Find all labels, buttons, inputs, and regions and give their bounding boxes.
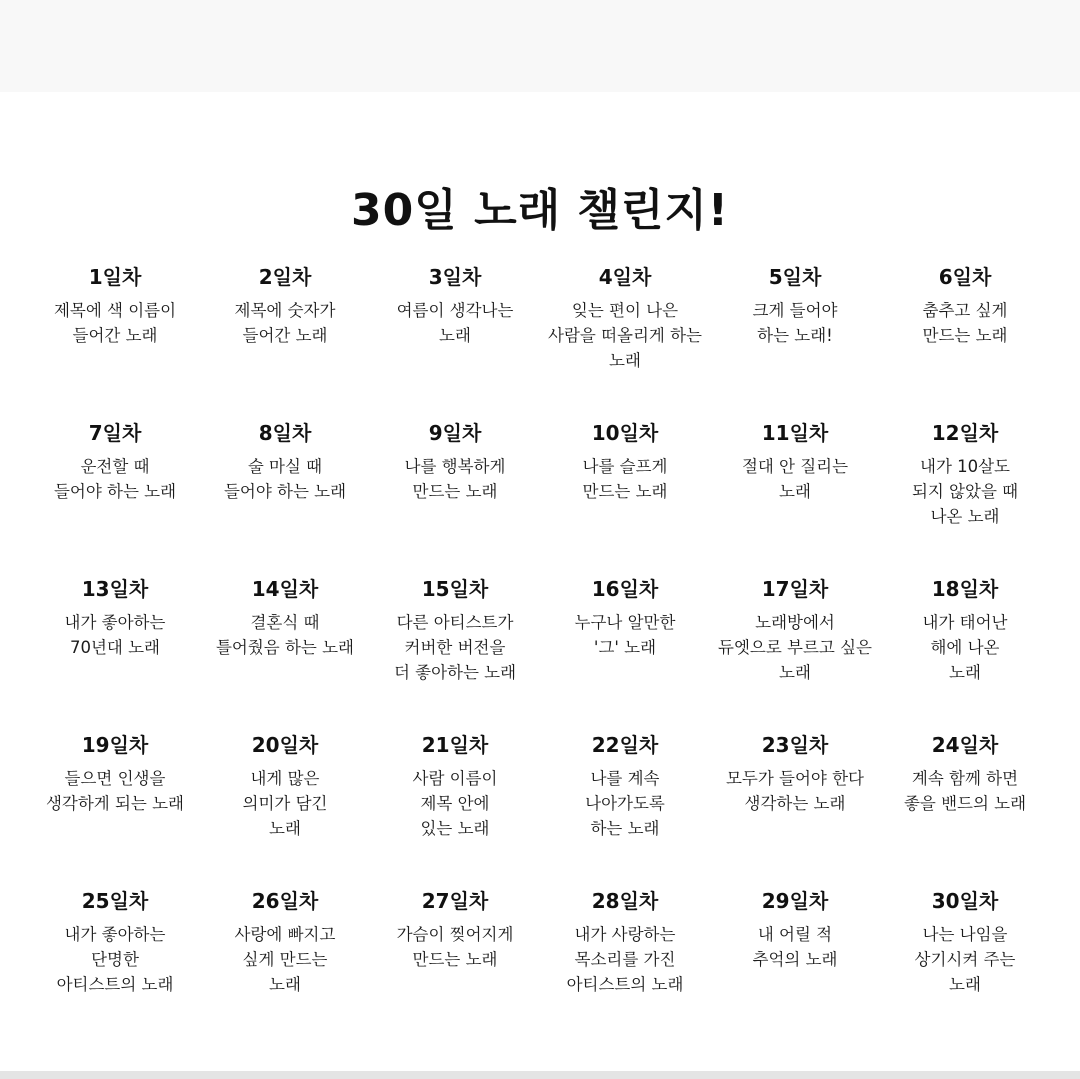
day-prompt: 사랑에 빠지고 싶게 만드는 노래	[234, 925, 336, 994]
day-prompt: 나를 슬프게 만드는 노래	[582, 457, 668, 501]
day-label: 14일차	[251, 577, 319, 601]
challenge-day-30	[880, 884, 1050, 1040]
day-prompt: 모두가 들어야 한다 생각하는 노래	[725, 769, 864, 813]
day-label: 30일차	[931, 889, 999, 913]
challenge-day-21	[370, 728, 540, 884]
challenge-day-13	[30, 572, 200, 728]
day-prompt: 술 마실 때 들어야 하는 노래	[223, 457, 347, 501]
day-prompt: 여름이 생각나는 노래	[396, 301, 514, 345]
challenge-day-7	[30, 416, 200, 572]
day-label: 27일차	[421, 889, 489, 913]
day-label: 19일차	[81, 733, 149, 757]
day-prompt: 가슴이 찢어지게 만드는 노래	[396, 925, 514, 969]
day-prompt: 결혼식 때 틀어줬음 하는 노래	[215, 613, 354, 657]
challenge-day-26	[200, 884, 370, 1040]
day-prompt: 잊는 편이 나은 사람을 떠올리게 하는 노래	[548, 301, 702, 370]
day-prompt: 내가 좋아하는 70년대 노래	[64, 613, 166, 657]
challenge-day-6	[880, 260, 1050, 416]
challenge-day-22	[540, 728, 710, 884]
challenge-day-20	[200, 728, 370, 884]
day-label: 11일차	[761, 421, 829, 445]
challenge-grid	[30, 260, 1050, 1040]
day-label: 20일차	[251, 733, 319, 757]
day-prompt: 크게 들어야 하는 노래!	[752, 301, 838, 345]
day-prompt: 나를 계속 나아가도록 하는 노래	[585, 769, 665, 838]
day-prompt: 춤추고 싶게 만드는 노래	[922, 301, 1008, 345]
day-label: 26일차	[251, 889, 319, 913]
challenge-day-5	[710, 260, 880, 416]
day-prompt: 제목에 색 이름이 들어간 노래	[53, 301, 177, 345]
day-label: 21일차	[421, 733, 489, 757]
day-label: 6일차	[938, 265, 992, 289]
day-prompt: 내 어릴 적 추억의 노래	[752, 925, 838, 969]
day-label: 9일차	[428, 421, 482, 445]
challenge-day-9	[370, 416, 540, 572]
challenge-day-28	[540, 884, 710, 1040]
challenge-day-12	[880, 416, 1050, 572]
day-prompt: 내게 많은 의미가 담긴 노래	[242, 769, 328, 838]
challenge-day-4	[540, 260, 710, 416]
challenge-day-24	[880, 728, 1050, 884]
day-label: 2일차	[258, 265, 312, 289]
challenge-day-19	[30, 728, 200, 884]
day-label: 4일차	[598, 265, 652, 289]
day-label: 5일차	[768, 265, 822, 289]
day-label: 25일차	[81, 889, 149, 913]
day-prompt: 계속 함께 하면 좋을 밴드의 노래	[903, 769, 1027, 813]
day-prompt: 나를 행복하게 만드는 노래	[404, 457, 506, 501]
bottom-band	[0, 1071, 1080, 1079]
day-prompt: 운전할 때 들어야 하는 노래	[53, 457, 177, 501]
day-prompt: 제목에 숫자가 들어간 노래	[234, 301, 336, 345]
day-label: 12일차	[931, 421, 999, 445]
challenge-day-1	[30, 260, 200, 416]
day-prompt: 들으면 인생을 생각하게 되는 노래	[45, 769, 184, 813]
challenge-day-27	[370, 884, 540, 1040]
day-prompt: 노래방에서 듀엣으로 부르고 싶은 노래	[718, 613, 872, 682]
challenge-day-11	[710, 416, 880, 572]
day-label: 16일차	[591, 577, 659, 601]
day-label: 3일차	[428, 265, 482, 289]
day-label: 23일차	[761, 733, 829, 757]
day-prompt: 내가 좋아하는 단명한 아티스트의 노래	[56, 925, 174, 994]
day-prompt: 내가 태어난 해에 나온 노래	[922, 613, 1008, 682]
challenge-day-2	[200, 260, 370, 416]
challenge-day-23	[710, 728, 880, 884]
challenge-day-3	[370, 260, 540, 416]
challenge-day-29	[710, 884, 880, 1040]
day-label: 10일차	[591, 421, 659, 445]
page-title: 30일 노래 챌린지!	[351, 185, 729, 237]
challenge-day-10	[540, 416, 710, 572]
challenge-day-18	[880, 572, 1050, 728]
challenge-day-25	[30, 884, 200, 1040]
day-label: 15일차	[421, 577, 489, 601]
day-prompt: 절대 안 질리는 노래	[741, 457, 849, 501]
day-label: 18일차	[931, 577, 999, 601]
challenge-day-14	[200, 572, 370, 728]
challenge-day-15	[370, 572, 540, 728]
day-label: 1일차	[88, 265, 142, 289]
challenge-day-16	[540, 572, 710, 728]
day-label: 22일차	[591, 733, 659, 757]
challenge-day-8	[200, 416, 370, 572]
day-prompt: 내가 사랑하는 목소리를 가진 아티스트의 노래	[566, 925, 684, 994]
top-band	[0, 0, 1080, 92]
day-label: 7일차	[88, 421, 142, 445]
day-label: 28일차	[591, 889, 659, 913]
day-prompt: 사람 이름이 제목 안에 있는 노래	[412, 769, 498, 838]
day-label: 8일차	[258, 421, 312, 445]
day-prompt: 누구나 알만한 '그' 노래	[574, 613, 676, 657]
day-prompt: 나는 나임을 상기시켜 주는 노래	[914, 925, 1016, 994]
day-label: 24일차	[931, 733, 999, 757]
day-prompt: 다른 아티스트가 커버한 버전을 더 좋아하는 노래	[393, 613, 517, 682]
day-label: 17일차	[761, 577, 829, 601]
day-label: 29일차	[761, 889, 829, 913]
challenge-day-17	[710, 572, 880, 728]
day-prompt: 내가 10살도 되지 않았을 때 나온 노래	[911, 457, 1019, 526]
day-label: 13일차	[81, 577, 149, 601]
